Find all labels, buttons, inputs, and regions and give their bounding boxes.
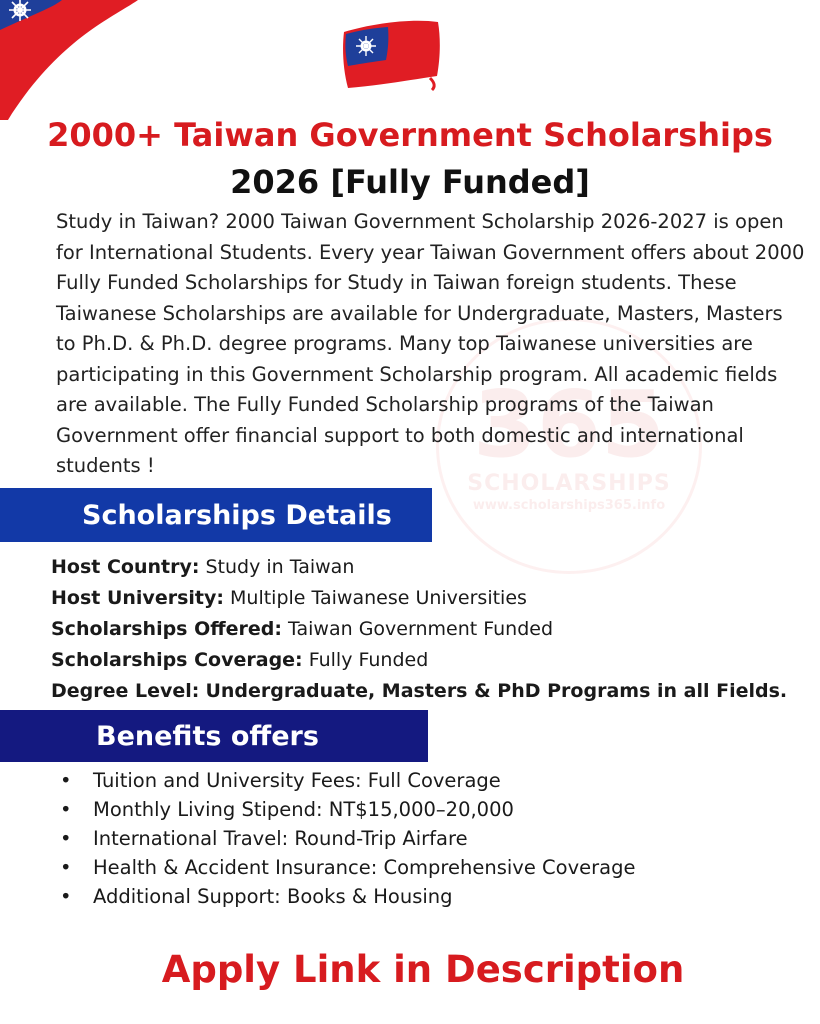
detail-item [51,645,811,676]
benefit-item [60,824,780,853]
detail-value: Study in Taiwan [205,556,355,578]
detail-label: Host University: [51,587,224,609]
detail-label: Scholarships Offered: [51,618,282,640]
detail-item [51,676,811,707]
watermark-number: 365 [472,371,666,478]
benefits-heading-bar [0,710,428,762]
benefit-item [60,882,780,911]
detail-label: Host Country: [51,556,200,578]
detail-item [51,614,811,645]
benefit-item [60,853,780,882]
detail-item [51,583,811,614]
watermark-name: SCHOLARSHIPS [467,471,671,496]
bullet-icon: • [60,827,72,850]
benefit-text: Tuition and University Fees: Full Coverage [93,769,501,792]
bullet-icon: • [60,798,72,821]
page-title [40,112,780,206]
benefits-heading: Benefits offers [96,720,319,752]
detail-value: Fully Funded [308,649,429,671]
benefit-item [60,766,780,795]
apply-link-callout: Apply Link in Description [161,948,685,991]
bullet-icon: • [60,769,72,792]
detail-value: Taiwan Government Funded [288,618,554,640]
bullet-icon: • [60,885,72,908]
taiwan-flag-corner-icon [0,0,160,120]
watermark-url: www.scholarships365.info [472,498,666,513]
benefit-text: Health & Accident Insurance: Comprehensive Coverage [93,856,636,879]
bullet-icon: • [60,856,72,879]
benefits-list [60,766,780,911]
detail-label: Degree Level: [51,680,200,702]
intro-paragraph: Study in Taiwan? 2000 Taiwan Government Scholarship 2026-2027 is open for International Students. Every year Taiwan Government offers about 2000 Fully Funded Scholarships for Study in Taiwan foreign students. These Taiwanese Scholarships are available for Undergraduate, Masters, Masters to Ph.D. & Ph.D. degree programs. Many top Taiwanese universities are participating in this Government Scholarship program. All academic fields are available. The Fully Funded Scholarship programs of the Taiwan Government offer financial support to both domestic and international students ! [56,210,805,477]
title-year: 2026 [Fully Funded] [230,163,590,201]
benefit-text: Additional Support: Books & Housing [93,885,453,908]
detail-value: Undergraduate, Masters & PhD Programs in all Fields. [205,680,788,702]
benefit-text: Monthly Living Stipend: NT$15,000–20,000 [93,798,514,821]
details-list [51,552,811,707]
details-heading: Scholarships Details [82,499,392,531]
taiwan-flag-icon [340,18,442,92]
benefit-item [60,795,780,824]
detail-item [51,552,811,583]
title-highlight: 2000+ Taiwan Government Scholarships [47,116,773,154]
detail-label: Scholarships Coverage: [51,649,303,671]
detail-value: Multiple Taiwanese Universities [230,587,527,609]
benefit-text: International Travel: Round-Trip Airfare [93,827,468,850]
details-heading-bar [0,488,432,542]
